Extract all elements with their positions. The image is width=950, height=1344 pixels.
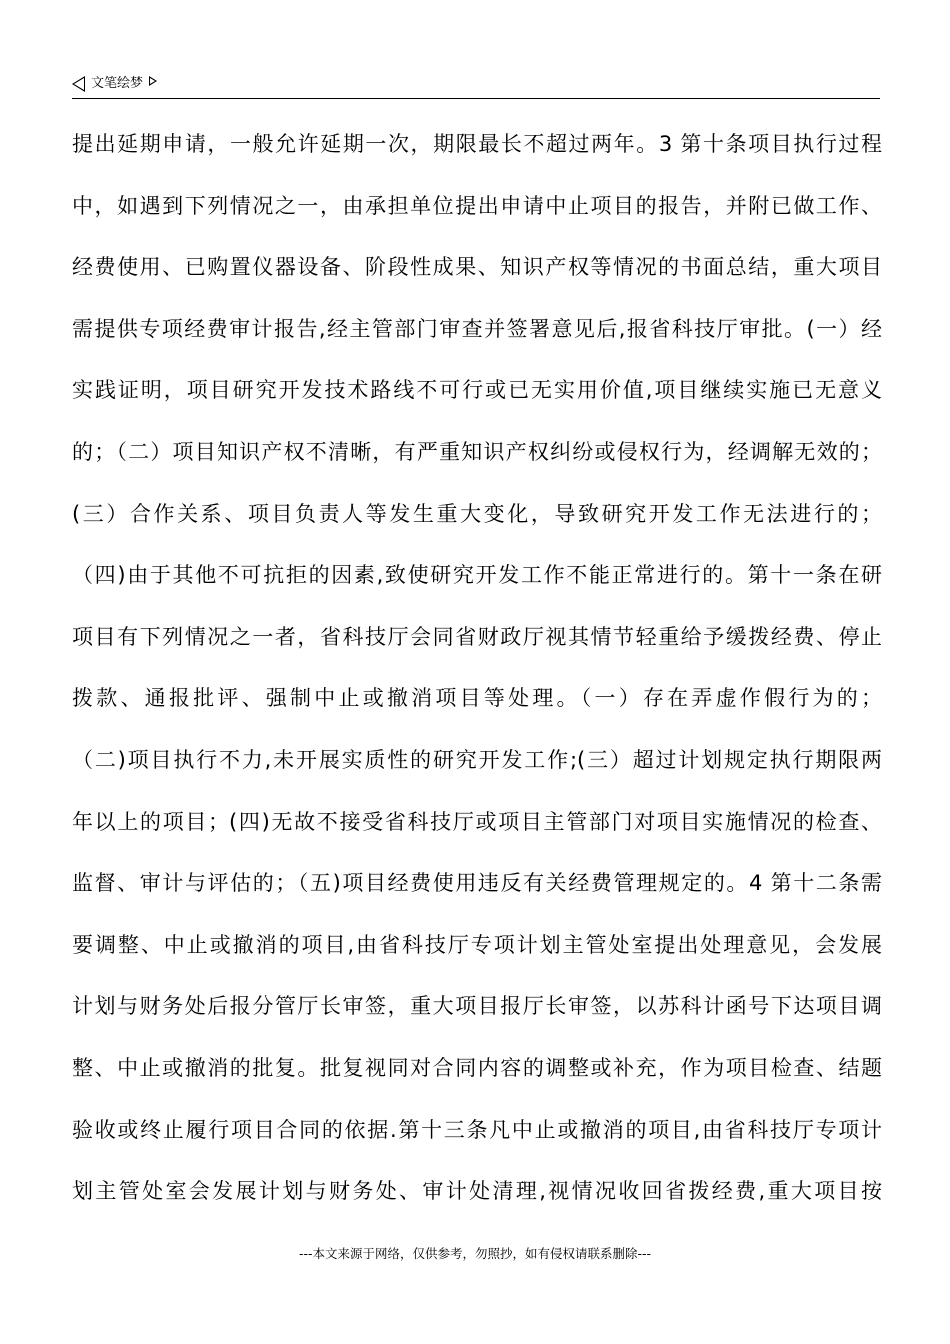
document-body	[72, 114, 882, 1223]
header-title: 文笔绘梦	[91, 76, 144, 91]
body-line: 提出延期申请，一般允许延期一次，期限最长不超过两年。3 第十条项目执行过程	[72, 132, 882, 156]
header-row	[72, 74, 880, 94]
body-line: 验收或终止履行项目合同的依据.第十三条凡中止或撤消的项目,由省科技厅专项计	[72, 1117, 882, 1142]
body-line: （四)由于其他不可抗拒的因素,致使研究开发工作不能正常进行的。第十一条在研	[72, 563, 882, 588]
body-line: 年以上的项目；(四)无故不接受省科技厅或项目主管部门对项目实施情况的检查、	[72, 809, 882, 834]
body-line: 中，如遇到下列情况之一，由承担单位提出申请中止项目的报告，并附已做工作、	[72, 193, 882, 218]
body-line: 划主管处室会发展计划与财务处、审计处清理,视情况收回省拨经费,重大项目按	[72, 1179, 882, 1204]
body-line: 监督、审计与评估的；（五)项目经费使用违反有关经费管理规定的。4 第十二条需	[72, 871, 882, 896]
body-line: 计划与财务处后报分管厅长审签，重大项目报厅长审签，以苏科计函号下达项目调	[72, 994, 882, 1019]
page-header	[72, 74, 880, 99]
body-line: 的；（二）项目知识产权不清晰，有严重知识产权纠纷或侵权行为，经调解无效的；	[72, 439, 882, 464]
triangle-left-icon	[72, 76, 85, 92]
triangle-right-icon	[149, 76, 157, 86]
body-line: 需提供专项经费审计报告,经主管部门审查并签署意见后,报省科技厅审批。(一）经	[72, 316, 882, 341]
page-footer: ---本文来源于网络，仅供参考，勿照抄，如有侵权请联系删除---	[298, 1246, 652, 1261]
body-line: (三）合作关系、项目负责人等发生重大变化，导致研究开发工作无法进行的；	[72, 501, 882, 526]
body-line: 经费使用、已购置仪器设备、阶段性成果、知识产权等情况的书面总结，重大项目	[72, 255, 882, 280]
body-line: 项目有下列情况之一者，省科技厅会同省财政厅视其情节轻重给予缓拨经费、停止	[72, 624, 882, 649]
body-line: 实践证明，项目研究开发技术路线不可行或已无实用价值,项目继续实施已无意义	[72, 378, 882, 403]
body-line: 要调整、中止或撤消的项目,由省科技厅专项计划主管处室提出处理意见，会发展	[72, 932, 882, 957]
body-line: 拨款、通报批评、强制中止或撤消项目等处理。（一）存在弄虚作假行为的；	[72, 686, 882, 711]
body-line: 整、中止或撤消的批复。批复视同对合同内容的调整或补充，作为项目检查、结题	[72, 1055, 882, 1080]
body-line: （二)项目执行不力,未开展实质性的研究开发工作;(三）超过计划规定执行期限两	[72, 747, 882, 772]
